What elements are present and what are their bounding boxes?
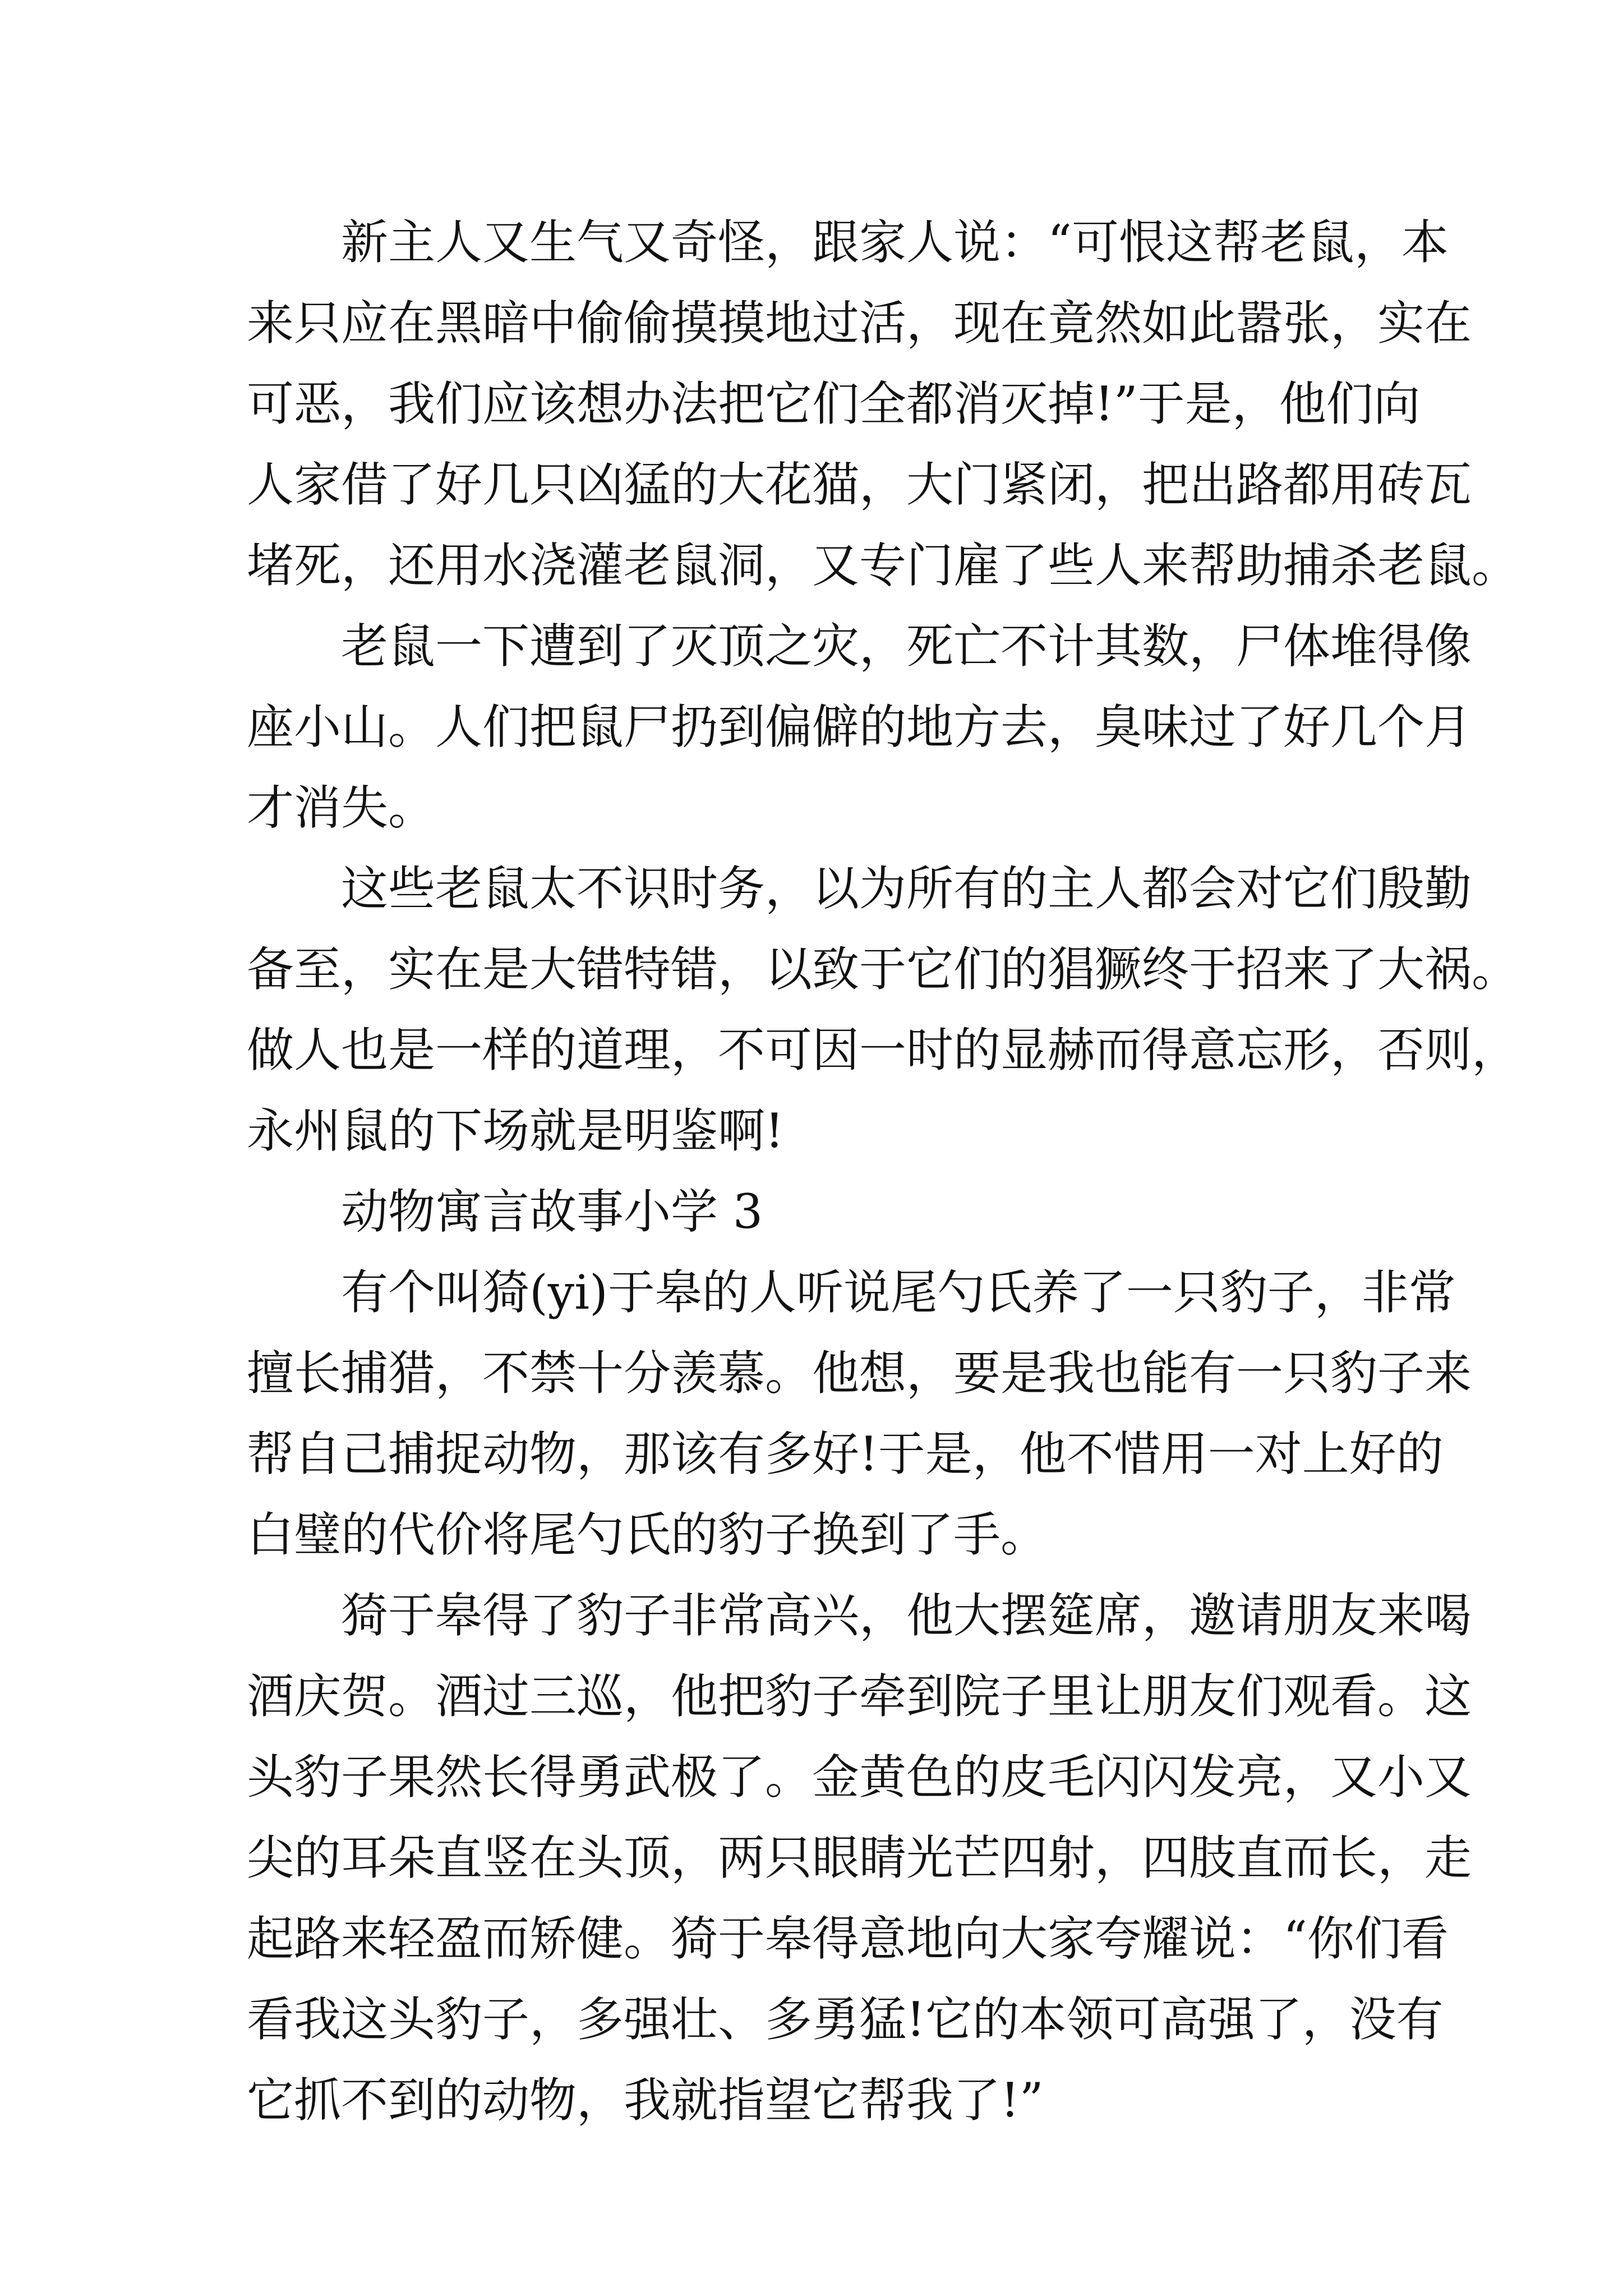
text-line: 酒庆贺。酒过三巡，他把豹子牵到院子里让朋友们观看。这 bbox=[247, 1669, 1472, 1724]
text-line: 这些老鼠太不识时务，以为所有的主人都会对它们殷勤 bbox=[341, 861, 1472, 916]
text-line: 白璧的代价将尾勺氏的豹子换到了手。 bbox=[247, 1507, 1048, 1562]
document-body bbox=[247, 202, 1519, 2141]
text-line: 有个叫猗(yi)于皋的人听说尾勺氏养了一只豹子，非常 bbox=[341, 1265, 1456, 1320]
text-line: 永州鼠的下场就是明鉴啊! bbox=[247, 1103, 784, 1158]
text-line: 座小山。人们把鼠尸扔到偏僻的地方去，臭味过了好几个月 bbox=[247, 700, 1472, 754]
text-line: 起路来轻盈而矫健。猗于皋得意地向大家夸耀说：“你们看 bbox=[247, 1911, 1449, 1966]
text-line: 看我这头豹子，多强壮、多勇猛!它的本领可高强了，没有 bbox=[247, 1992, 1444, 2047]
text-line: 备至，实在是大错特错，以致于它们的猖獗终于招来了大祸。 bbox=[247, 942, 1519, 997]
text-line: 头豹子果然长得勇武极了。金黄色的皮毛闪闪发亮，又小又 bbox=[247, 1750, 1472, 1805]
text-line: 可恶，我们应该想办法把它们全都消灭掉!”于是，他们向 bbox=[247, 376, 1421, 431]
text-line: 老鼠一下遭到了灭顶之灾，死亡不计其数，尸体堆得像 bbox=[341, 619, 1472, 674]
text-line: 尖的耳朵直竖在头顶，两只眼睛光芒四射，四肢直而长，走 bbox=[247, 1830, 1472, 1885]
text-line: 擅长捕猎，不禁十分羡慕。他想，要是我也能有一只豹子来 bbox=[247, 1346, 1472, 1401]
text-line: 猗于皋得了豹子非常高兴，他大摆筵席，邀请朋友来喝 bbox=[341, 1588, 1472, 1643]
text-line: 来只应在黑暗中偷偷摸摸地过活，现在竟然如此嚣张，实在 bbox=[247, 296, 1472, 351]
text-line: 新主人又生气又奇怪，跟家人说：“可恨这帮老鼠，本 bbox=[341, 215, 1449, 270]
text-line: 它抓不到的动物，我就指望它帮我了!” bbox=[247, 2073, 1044, 2128]
text-line: 堵死，还用水浇灌老鼠洞，又专门雇了些人来帮助捕杀老鼠。 bbox=[247, 538, 1519, 593]
section-heading: 动物寓言故事小学 3 bbox=[341, 1184, 763, 1239]
text-line: 人家借了好几只凶猛的大花猫，大门紧闭，把出路都用砖瓦 bbox=[247, 457, 1472, 512]
text-line: 帮自己捕捉动物，那该有多好!于是，他不惜用一对上好的 bbox=[247, 1427, 1444, 1481]
text-line: 才消失。 bbox=[247, 780, 436, 835]
text-line: 做人也是一样的道理，不可因一时的显赫而得意忘形，否则， bbox=[247, 1023, 1519, 1078]
